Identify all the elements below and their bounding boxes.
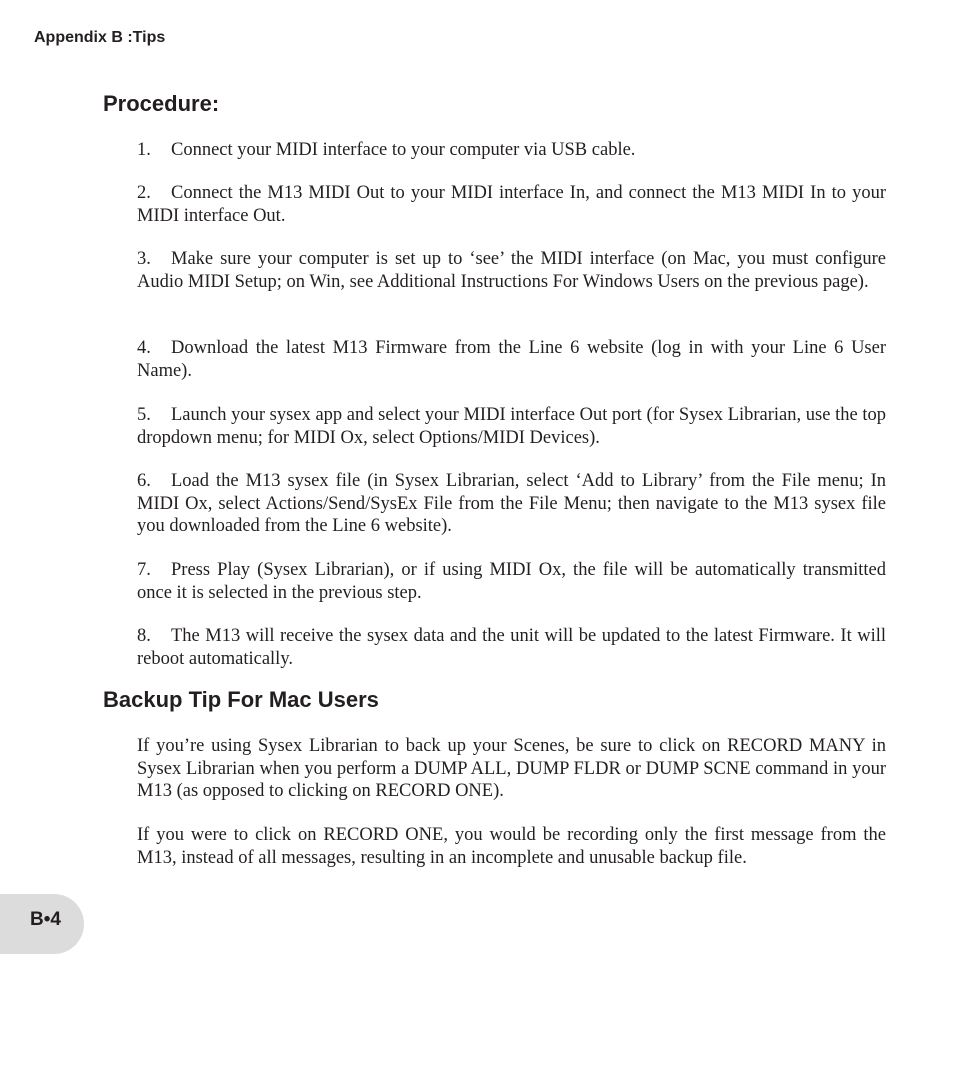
step-text: Launch your sysex app and select your MIDI interface Out port (for Sysex Librarian, use the top dropdown menu; for MIDI Ox, select Options/MIDI Devices). bbox=[137, 405, 886, 448]
step-number: 6. bbox=[137, 471, 151, 491]
step-number: 1. bbox=[137, 140, 151, 160]
backup-tip-heading: Backup Tip For Mac Users bbox=[103, 687, 379, 712]
step-number: 3. bbox=[137, 249, 151, 269]
backup-tip-paragraph-1 bbox=[137, 735, 886, 803]
step-text: The M13 will receive the sysex data and the unit will be updated to the latest Firmware. It will reboot automatically. bbox=[137, 626, 886, 669]
step-text: Press Play (Sysex Librarian), or if using MIDI Ox, the file will be automatically transmitted once it is selected in the previous step. bbox=[137, 560, 886, 603]
procedure-step-7 bbox=[137, 559, 886, 604]
procedure-step-3 bbox=[137, 248, 886, 293]
paragraph-text: If you’re using Sysex Librarian to back up your Scenes, be sure to click on RECORD MANY in Sysex Librarian when you perform a DUMP ALL, DUMP FLDR or DUMP SCNE command in your M13 (as opposed to clicking on RECORD ONE). bbox=[137, 736, 886, 801]
step-text: Connect your MIDI interface to your computer via USB cable. bbox=[171, 140, 636, 160]
procedure-heading: Procedure: bbox=[103, 91, 220, 116]
step-number: 4. bbox=[137, 338, 151, 358]
step-number: 2. bbox=[137, 183, 151, 203]
procedure-step-6 bbox=[137, 470, 886, 538]
procedure-step-2 bbox=[137, 182, 886, 227]
procedure-step-1 bbox=[137, 139, 886, 162]
step-text: Make sure your computer is set up to ‘see’ the MIDI interface (on Mac, you must configure Audio MIDI Setup; on Win, see Additional Instructions For Windows Users on the previous page). bbox=[137, 249, 886, 292]
backup-tip-paragraph-2 bbox=[137, 824, 886, 869]
procedure-step-4 bbox=[137, 337, 886, 382]
procedure-step-8 bbox=[137, 625, 886, 670]
procedure-step-5 bbox=[137, 404, 886, 449]
step-number: 7. bbox=[137, 560, 151, 580]
step-number: 8. bbox=[137, 626, 151, 646]
step-text: Connect the M13 MIDI Out to your MIDI interface In, and connect the M13 MIDI In to your MIDI interface Out. bbox=[137, 183, 886, 226]
page-number: B•4 bbox=[30, 909, 61, 930]
step-text: Download the latest M13 Firmware from the Line 6 website (log in with your Line 6 User Name). bbox=[137, 338, 886, 381]
paragraph-text: If you were to click on RECORD ONE, you would be recording only the first message from the M13, instead of all messages, resulting in an incomplete and unusable backup file. bbox=[137, 825, 886, 868]
running-head: Appendix B :Tips bbox=[34, 29, 166, 46]
step-text: Load the M13 sysex file (in Sysex Librarian, select ‘Add to Library’ from the File menu; In MIDI Ox, select Actions/Send/SysEx File from the File Menu; then navigate to the M13 sysex file you downloaded from the Line 6 website). bbox=[137, 471, 886, 536]
step-number: 5. bbox=[137, 405, 151, 425]
